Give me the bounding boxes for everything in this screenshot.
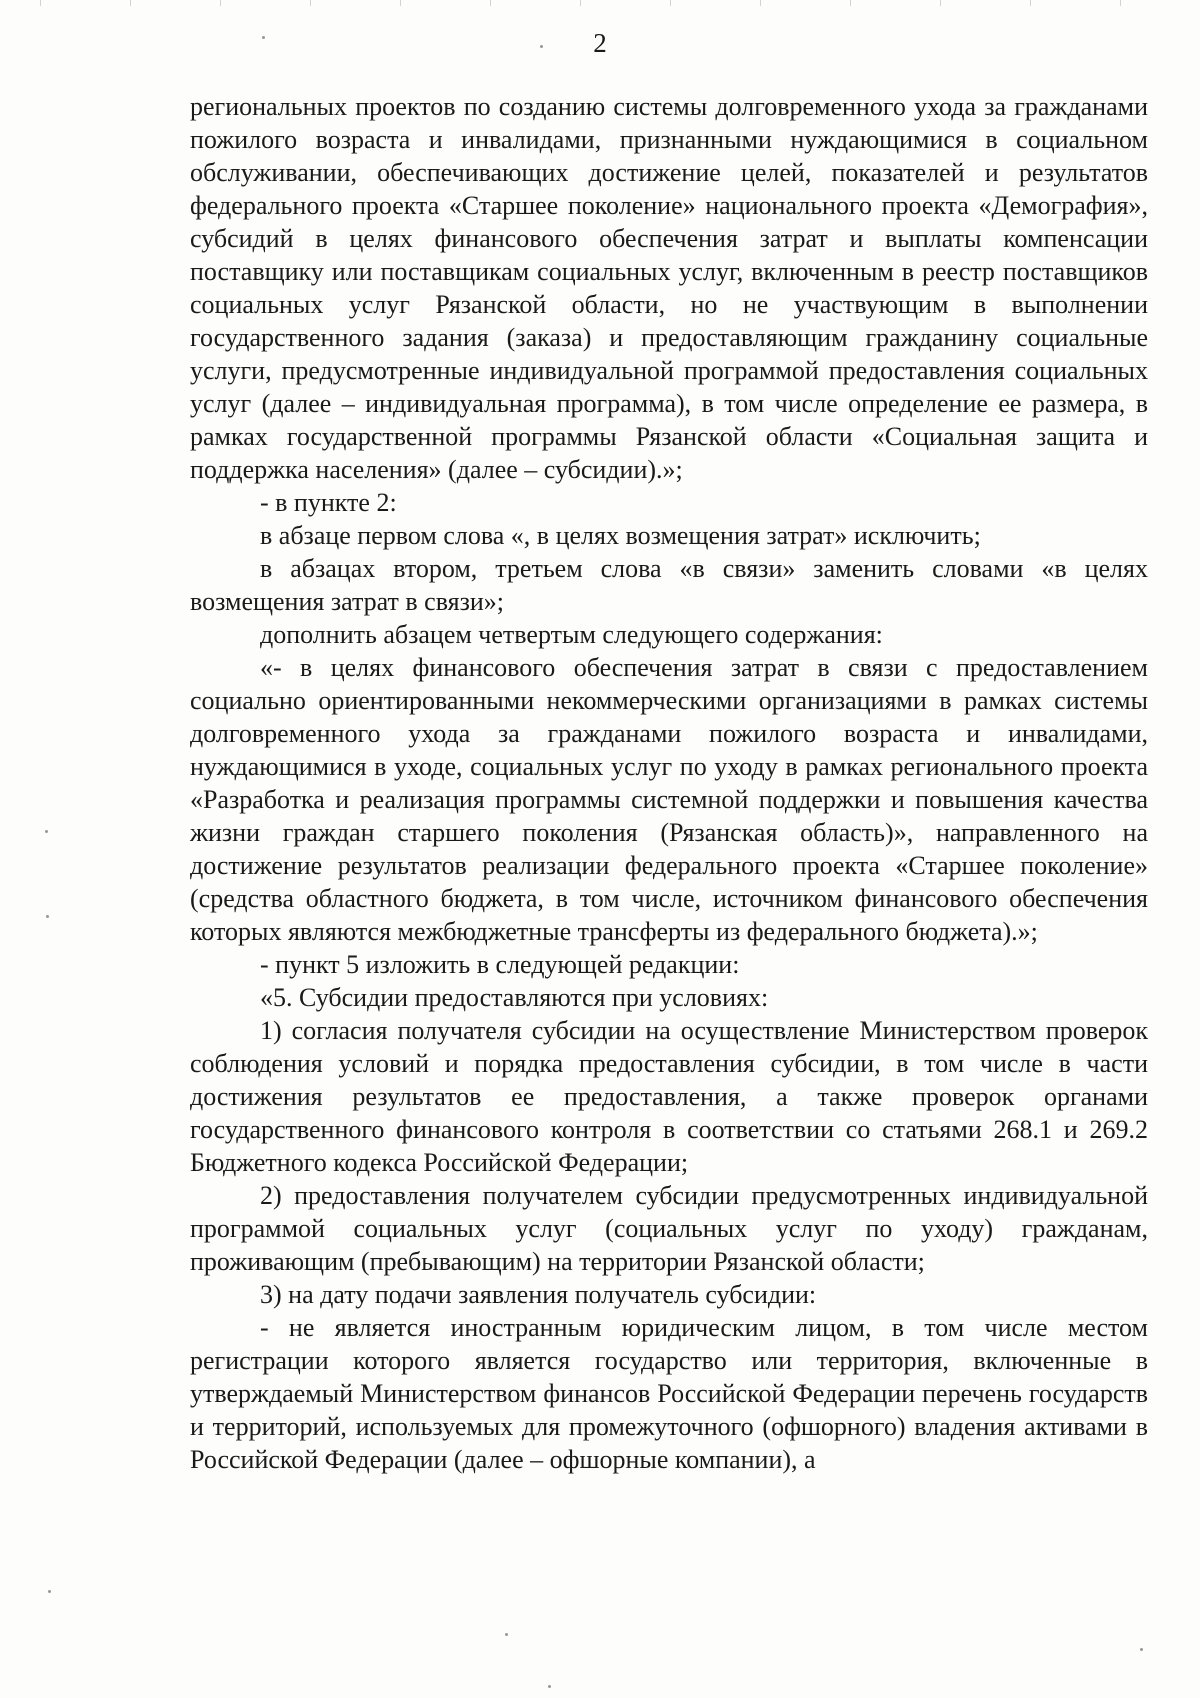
paragraph: 2) предоставления получателем субсидии предусмотренных индивидуальной программой социальных услуг (социальных услуг по уходу) гражданам, проживающим (пребывающим) на территории Рязанской области; <box>190 1181 1148 1276</box>
scan-edge-noise <box>0 0 1200 30</box>
scan-speck <box>505 1633 508 1636</box>
scan-speck <box>262 36 265 39</box>
paragraph: дополнить абзацем четвертым следующего содержания: <box>260 620 883 649</box>
paragraph: «5. Субсидии предоставляются при условиях: <box>260 983 769 1012</box>
paragraph: «- в целях финансового обеспечения затрат в связи с предоставлением социально ориентированными некоммерческими организациями в рамках системы долговременного ухода за гражданами пожилого возраста и инвалидами, нуждающимися в уходе, социальных услуг по уходу в рамках регионального проекта «Разработка и реализация программы системной поддержки и повышения качества жизни граждан старшего поколения (Рязанская область)», направленного на достижение результатов реализации федерального проекта «Старшее поколение» (средства областного бюджета, в том числе, источником финансового обеспечения которых являются межбюджетные трансферты из федерального бюджета).»; <box>190 653 1148 946</box>
paragraph: - не является иностранным юридическим лицом, в том числе местом регистрации которого является государство или территория, включенные в утверждаемый Министерством финансов Российской Федерации перечень государств и территорий, используемых для промежуточного (офшорного) владения активами в Российской Федерации (далее – офшорные компании), а <box>190 1313 1148 1474</box>
paragraph: 1) согласия получателя субсидии на осуществление Министерством проверок соблюдения условий и порядка предоставления субсидии, в том числе в части достижения результатов ее предоставления, а также проверок органами государственного финансового контроля в соответствии со статьями 268.1 и 269.2 Бюджетного кодекса Российской Федерации; <box>190 1016 1148 1177</box>
paragraph: региональных проектов по созданию системы долговременного ухода за гражданами пожилого возраста и инвалидами, признанными нуждающимися в социальном обслуживании, обеспечивающих достижение целей, показателей и результатов федерального проекта «Старшее поколение» национального проекта «Демография», субсидий в целях финансового обеспечения затрат и выплаты компенсации поставщику или поставщикам социальных услуг, включенным в реестр поставщиков социальных услуг Рязанской области, но не участвующим в выполнении государственного задания (заказа) и предоставляющим гражданину социальные услуги, предусмотренные индивидуальной программой предоставления социальных услуг (далее – индивидуальная программа), в том числе определение ее размера, в рамках государственной программы Рязанской области «Социальная защита и поддержка населения» (далее – субсидии).»; <box>190 92 1148 484</box>
paragraph: - пункт 5 изложить в следующей редакции: <box>260 950 740 979</box>
paragraph: в абзаце первом слова «, в целях возмещения затрат» исключить; <box>260 521 981 550</box>
paragraph: - в пункте 2: <box>260 488 397 517</box>
document-body <box>190 90 1148 1476</box>
scan-speck <box>48 1590 51 1593</box>
paragraph: 3) на дату подачи заявления получатель субсидии: <box>260 1280 817 1309</box>
scan-speck <box>1140 1648 1143 1651</box>
page-number: 2 <box>593 28 607 58</box>
scan-speck <box>45 830 48 833</box>
scan-speck <box>46 915 49 918</box>
paragraph: в абзацах втором, третьем слова «в связи» заменить словами «в целях возмещения затрат в связи»; <box>190 554 1148 616</box>
scan-speck <box>540 45 543 48</box>
scan-speck <box>548 1685 551 1688</box>
